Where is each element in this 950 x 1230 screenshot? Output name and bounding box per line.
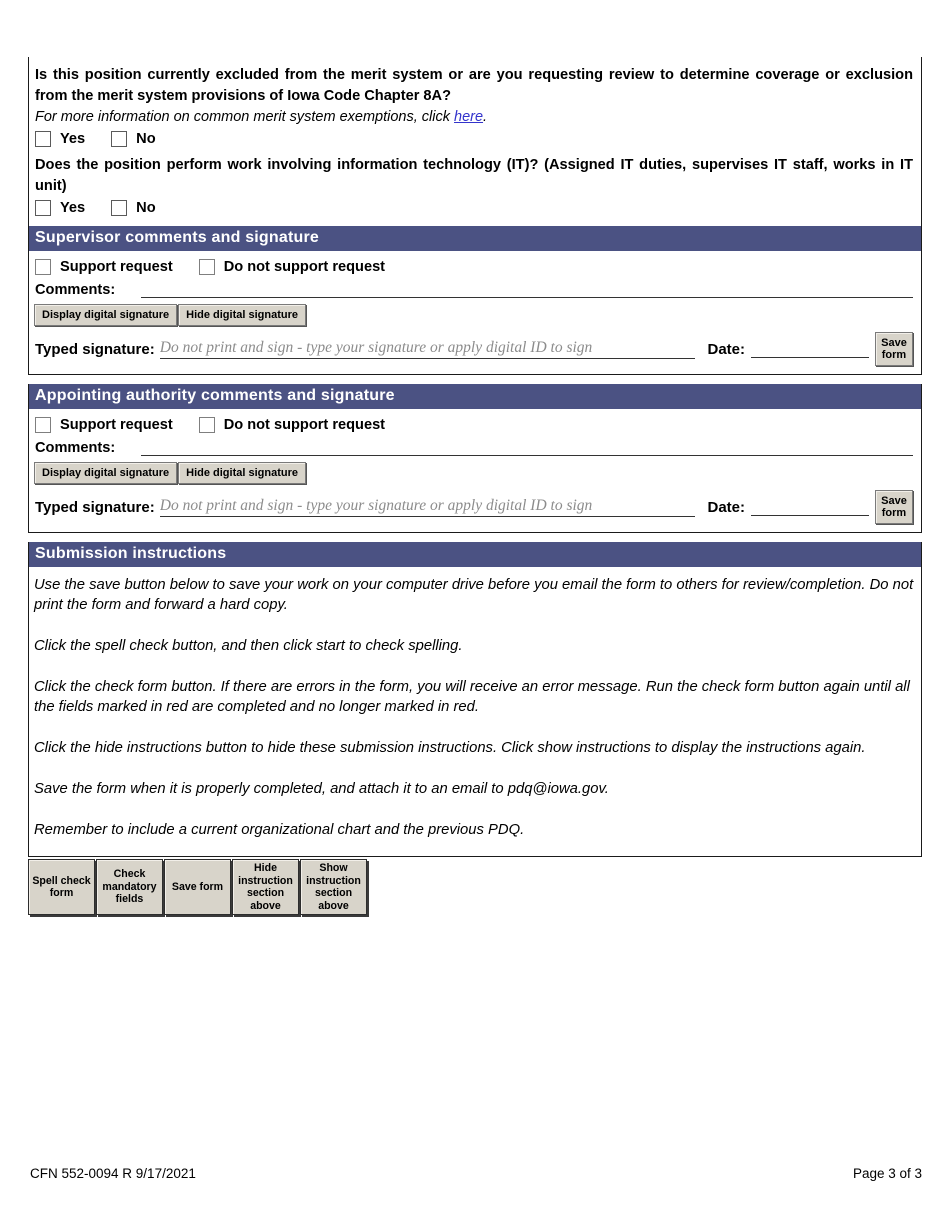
- instruction-paragraph: Click the hide instructions button to hide these submission instructions. Click show instructions to display the instructions again.: [34, 740, 866, 756]
- merit-yes-label: Yes: [60, 131, 86, 147]
- instruction-paragraph: Click the spell check button, and then click start to check spelling.: [34, 638, 463, 654]
- section-gap: [28, 375, 922, 384]
- bottom-button-bar: [28, 859, 922, 915]
- form-page: [28, 57, 922, 915]
- authority-box: [28, 384, 922, 533]
- authority-hide-signature-button[interactable]: Hide digital signature: [178, 462, 306, 484]
- check-mandatory-fields-button[interactable]: Check mandatory fields: [96, 859, 163, 915]
- supervisor-save-form-button[interactable]: Save form: [875, 332, 913, 366]
- instruction-paragraph: Remember to include a current organizational chart and the previous PDQ.: [34, 822, 525, 838]
- authority-comments-label: Comments:: [35, 440, 116, 456]
- authority-section-body: [29, 409, 921, 532]
- authority-section-header: Appointing authority comments and signature: [29, 384, 921, 409]
- supervisor-comments-row: [35, 279, 913, 298]
- form-number: CFN 552-0094 R 9/17/2021: [30, 1166, 196, 1181]
- page-number: Page 3 of 3: [852, 1166, 922, 1181]
- merit-no-checkbox[interactable]: [111, 131, 127, 147]
- authority-date-label: Date:: [707, 498, 745, 516]
- page-footer: [30, 1166, 922, 1181]
- instruction-paragraph: Click the check form button. If there are errors in the form, you will receive an error message. Run the check form button again until all the fields marked in red are completed and no longer marked in red.: [34, 679, 910, 715]
- supervisor-hide-signature-button[interactable]: Hide digital signature: [178, 304, 306, 326]
- authority-typed-signature-label: Typed signature:: [35, 498, 155, 516]
- questions-and-supervisor-box: [28, 57, 922, 375]
- authority-display-signature-button[interactable]: Display digital signature: [34, 462, 177, 484]
- section-gap: [28, 533, 922, 542]
- submission-instructions: [29, 567, 921, 856]
- merit-info-suffix: .: [483, 109, 488, 125]
- merit-info-link[interactable]: here: [454, 109, 484, 125]
- supervisor-section-header: Supervisor comments and signature: [29, 226, 921, 251]
- supervisor-sig-buttons: [34, 304, 915, 326]
- authority-support-label: Support request: [60, 417, 173, 433]
- it-yes-label: Yes: [60, 200, 86, 216]
- it-yes-no-row: [35, 200, 913, 216]
- authority-comments-field[interactable]: [141, 437, 913, 456]
- supervisor-typed-signature-label: Typed signature:: [35, 340, 155, 358]
- authority-date-field[interactable]: [751, 498, 869, 516]
- it-no-label: No: [136, 200, 156, 216]
- supervisor-support-label: Support request: [60, 259, 173, 275]
- spell-check-form-button[interactable]: Spell check form: [28, 859, 95, 915]
- instruction-paragraph: Use the save button below to save your work on your computer drive before you email the form to others for review/completion. Do not print the form and forward a hard copy.: [34, 577, 914, 613]
- supervisor-display-signature-button[interactable]: Display digital signature: [34, 304, 177, 326]
- it-question: Does the position perform work involving information technology (IT)? (Assigned IT duties, supervises IT staff, works in IT unit): [35, 157, 913, 194]
- merit-info-prefix: For more information on common merit system exemptions, click: [35, 109, 455, 125]
- submission-section-header: Submission instructions: [29, 542, 921, 567]
- supervisor-support-checkbox[interactable]: [35, 259, 51, 275]
- supervisor-comments-field[interactable]: [141, 279, 913, 298]
- authority-save-form-button[interactable]: Save form: [875, 490, 913, 524]
- submission-box: [28, 542, 922, 857]
- merit-info-line: [35, 109, 913, 125]
- merit-yes-checkbox[interactable]: [35, 131, 51, 147]
- authority-typed-signature-row: [35, 490, 913, 524]
- authority-sig-buttons: [34, 462, 915, 484]
- show-instruction-section-button[interactable]: Show instruction section above: [300, 859, 367, 915]
- supervisor-date-field[interactable]: [751, 340, 869, 358]
- questions-area: [29, 57, 921, 226]
- merit-yes-no-row: [35, 131, 913, 147]
- authority-comments-row: [35, 437, 913, 456]
- supervisor-section-body: [29, 251, 921, 374]
- authority-no-support-checkbox[interactable]: [199, 417, 215, 433]
- supervisor-support-row: [35, 259, 913, 275]
- authority-typed-signature-field[interactable]: Do not print and sign - type your signature or apply digital ID to sign: [160, 497, 696, 517]
- merit-question: Is this position currently excluded from the merit system or are you requesting review to determine coverage or exclusion from the merit system provisions of Iowa Code Chapter 8A?: [35, 67, 913, 104]
- authority-no-support-label: Do not support request: [223, 417, 386, 433]
- supervisor-typed-signature-field[interactable]: Do not print and sign - type your signature or apply digital ID to sign: [160, 339, 696, 359]
- it-yes-checkbox[interactable]: [35, 200, 51, 216]
- supervisor-typed-signature-row: [35, 332, 913, 366]
- supervisor-no-support-checkbox[interactable]: [199, 259, 215, 275]
- save-form-button[interactable]: Save form: [164, 859, 231, 915]
- authority-support-checkbox[interactable]: [35, 417, 51, 433]
- authority-support-row: [35, 417, 913, 433]
- it-no-checkbox[interactable]: [111, 200, 127, 216]
- hide-instruction-section-button[interactable]: Hide instruction section above: [232, 859, 299, 915]
- supervisor-comments-label: Comments:: [35, 282, 116, 298]
- instruction-paragraph: Save the form when it is properly completed, and attach it to an email to pdq@iowa.gov.: [34, 781, 609, 797]
- merit-no-label: No: [136, 131, 156, 147]
- supervisor-no-support-label: Do not support request: [223, 259, 386, 275]
- supervisor-date-label: Date:: [707, 340, 745, 358]
